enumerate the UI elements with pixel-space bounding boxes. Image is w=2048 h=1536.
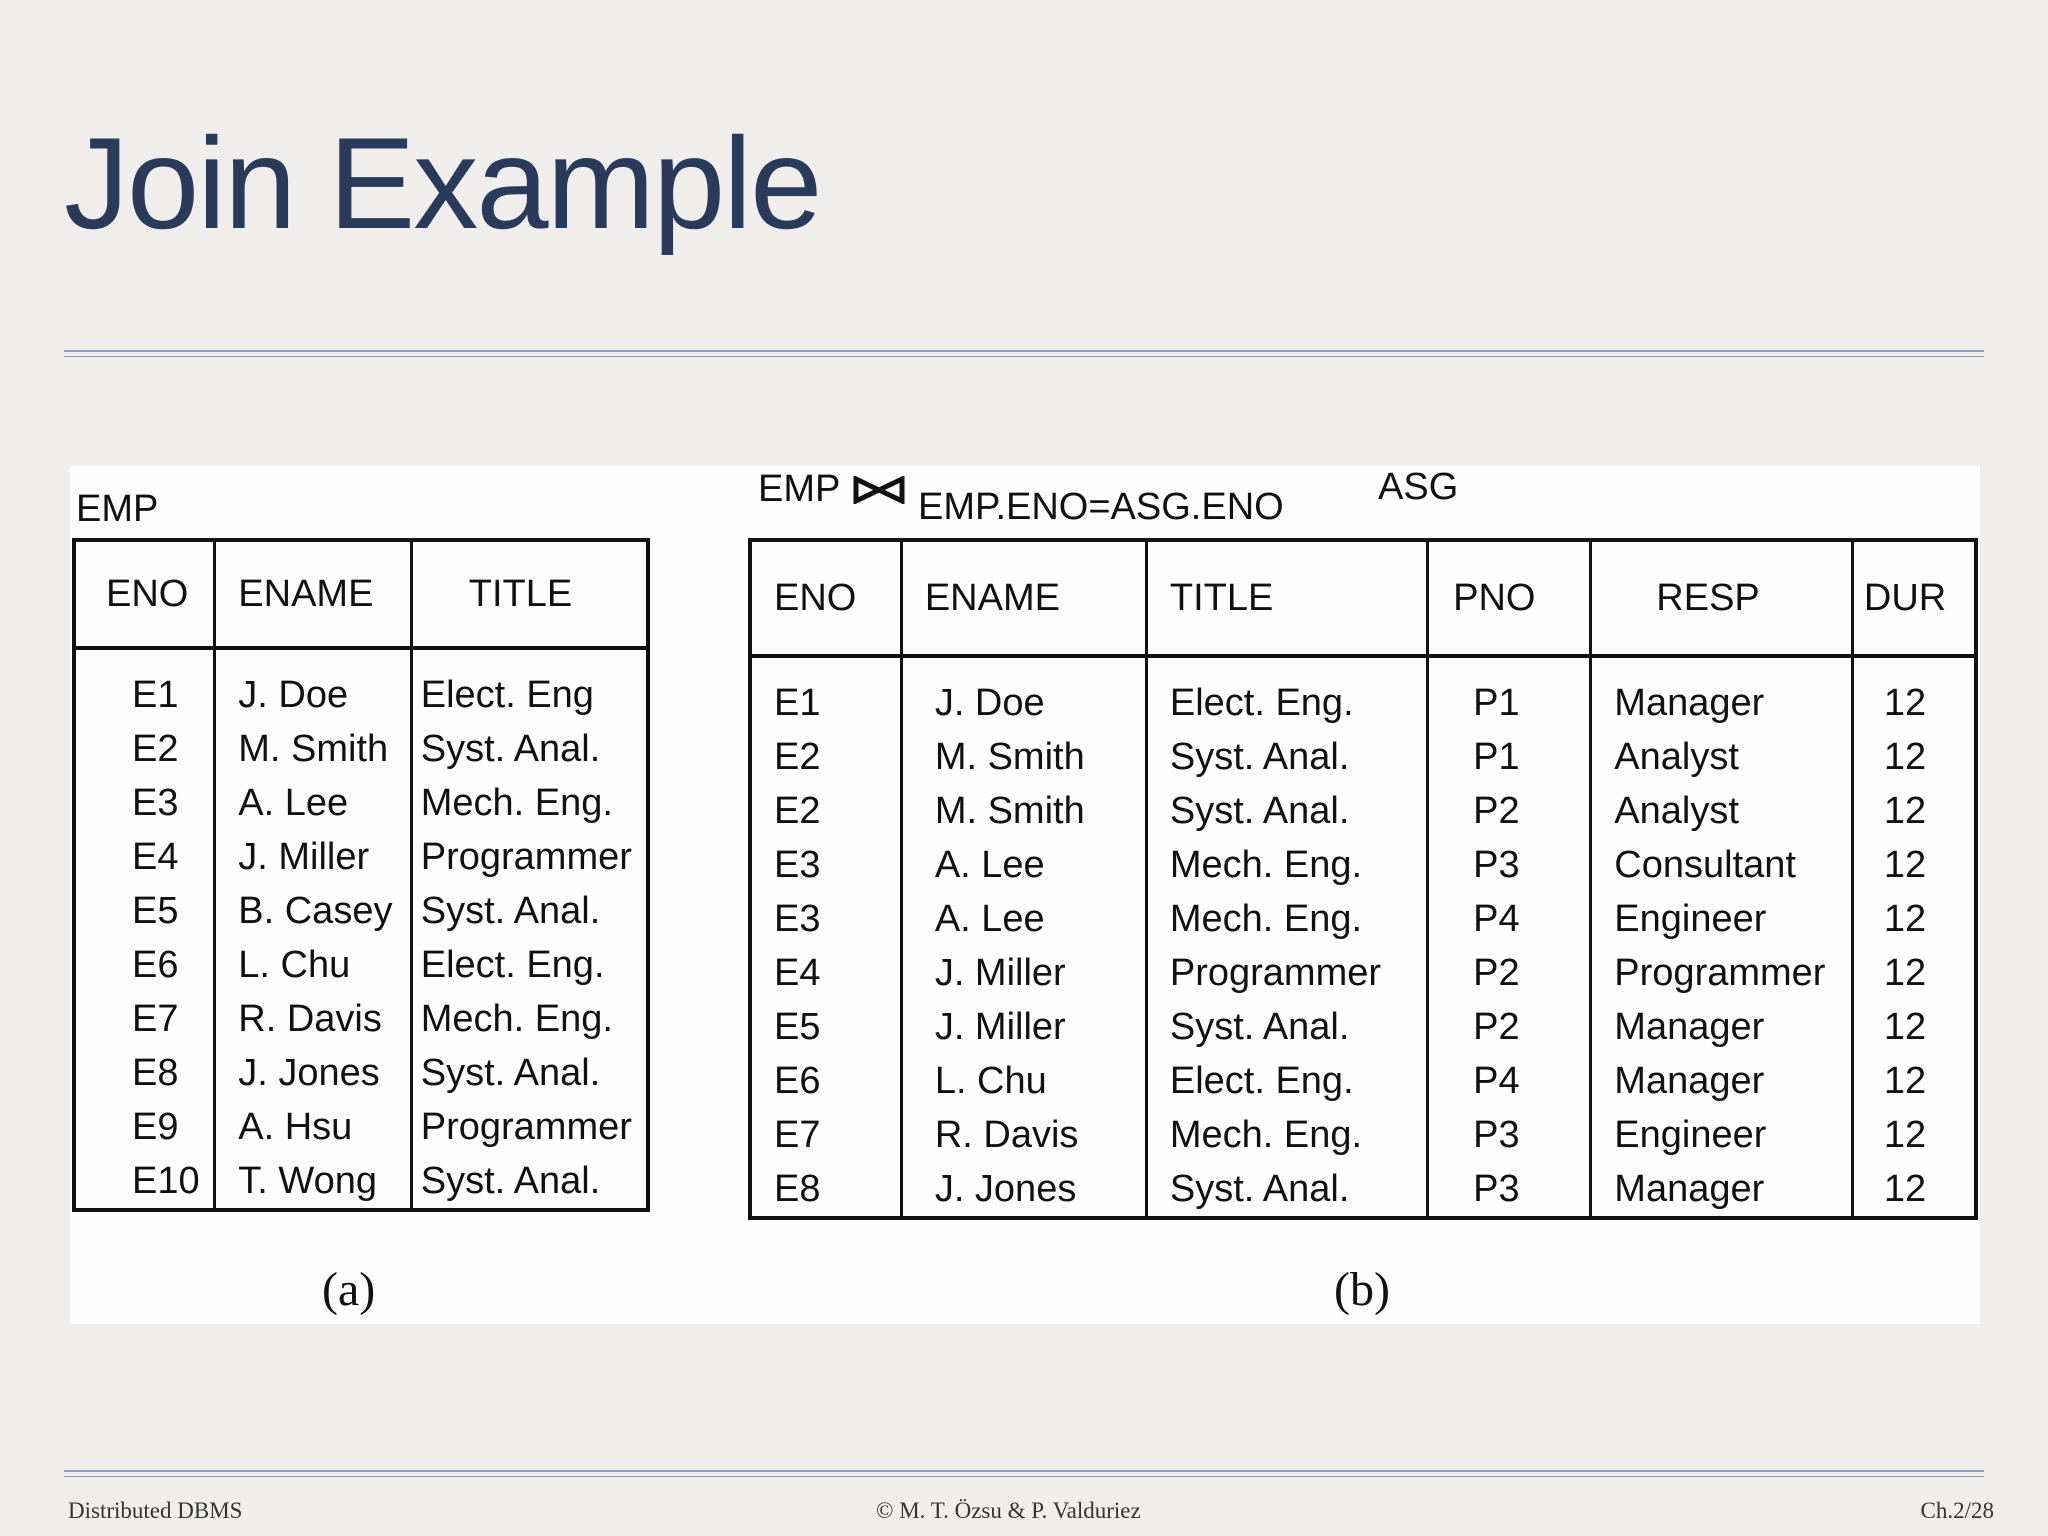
join-cell-title: Syst. Anal. <box>1146 1000 1427 1054</box>
emp-cell-eno: E6 <box>132 944 179 986</box>
join-header-pno: PNO <box>1428 540 1591 656</box>
join-cell-title: Mech. Eng. <box>1146 892 1427 946</box>
bowtie-join-icon <box>852 476 906 504</box>
join-right-relation: ASG <box>1378 466 1459 508</box>
join-cell-pno: P4 <box>1428 1054 1591 1108</box>
footer-copyright: © M. T. Özsu & P. Valduriez <box>876 1498 1141 1523</box>
table-row <box>74 776 648 830</box>
join-cell-pno: P2 <box>1428 1000 1591 1054</box>
emp-cell-title: Syst. Anal. <box>411 1154 648 1210</box>
table-row <box>750 1108 1976 1162</box>
emp-cell-eno: E7 <box>132 998 179 1040</box>
join-header-eno: ENO <box>750 540 901 656</box>
table-row <box>750 656 1976 730</box>
join-cell-dur: 12 <box>1852 730 1976 784</box>
join-cell-resp: Engineer <box>1591 892 1853 946</box>
join-cell-title: Mech. Eng. <box>1146 838 1427 892</box>
join-cell-eno: E6 <box>774 1060 821 1102</box>
join-cell-eno: E2 <box>774 790 821 832</box>
join-cell-resp: Programmer <box>1591 946 1853 1000</box>
emp-header-row <box>74 540 648 648</box>
join-left-relation: EMP <box>758 468 841 510</box>
join-cell-eno: E3 <box>774 898 821 940</box>
table-row <box>74 830 648 884</box>
emp-cell-eno: E10 <box>132 1160 200 1202</box>
join-cell-resp: Manager <box>1591 1054 1853 1108</box>
footer-course: Distributed DBMS <box>68 1498 243 1523</box>
emp-cell-eno: E4 <box>132 836 179 878</box>
emp-cell-title: Programmer <box>411 830 648 884</box>
join-cell-resp: Analyst <box>1591 730 1853 784</box>
join-cell-ename: M. Smith <box>901 784 1146 838</box>
join-cell-dur: 12 <box>1852 1162 1976 1218</box>
emp-cell-ename: J. Miller <box>215 830 411 884</box>
join-cell-pno: P4 <box>1428 892 1591 946</box>
footer-page-number: Ch.2/28 <box>1920 1498 1994 1523</box>
emp-cell-ename: B. Casey <box>215 884 411 938</box>
join-cell-title: Programmer <box>1146 946 1427 1000</box>
emp-cell-eno: E9 <box>132 1106 179 1148</box>
table-row <box>750 784 1976 838</box>
join-cell-eno: E5 <box>774 1006 821 1048</box>
emp-table <box>72 538 650 1212</box>
emp-cell-title: Elect. Eng <box>411 648 648 722</box>
subcaption-b: (b) <box>1334 1263 1390 1316</box>
emp-caption: EMP <box>76 488 159 530</box>
emp-cell-eno: E3 <box>132 782 179 824</box>
table-row <box>74 648 648 722</box>
emp-cell-title: Elect. Eng. <box>411 938 648 992</box>
join-result-table <box>748 538 1978 1220</box>
emp-cell-title: Syst. Anal. <box>411 1046 648 1100</box>
emp-cell-ename: J. Doe <box>215 648 411 722</box>
emp-header-title: TITLE <box>411 540 648 648</box>
join-cell-ename: J. Miller <box>901 1000 1146 1054</box>
emp-cell-eno: E2 <box>132 728 179 770</box>
join-cell-ename: R. Davis <box>901 1108 1146 1162</box>
join-cell-dur: 12 <box>1852 1000 1976 1054</box>
emp-header-ename: ENAME <box>215 540 411 648</box>
emp-cell-eno: E5 <box>132 890 179 932</box>
join-cell-dur: 12 <box>1852 838 1976 892</box>
join-cell-dur: 12 <box>1852 784 1976 838</box>
join-cell-resp: Manager <box>1591 1162 1853 1218</box>
emp-cell-title: Programmer <box>411 1100 648 1154</box>
join-cell-resp: Engineer <box>1591 1108 1853 1162</box>
join-header-dur: DUR <box>1852 540 1976 656</box>
emp-cell-ename: R. Davis <box>215 992 411 1046</box>
join-cell-pno: P1 <box>1428 730 1591 784</box>
join-cell-eno: E2 <box>774 736 821 778</box>
join-cell-pno: P3 <box>1428 1162 1591 1218</box>
join-cell-ename: A. Lee <box>901 838 1146 892</box>
emp-cell-eno: E1 <box>132 674 179 716</box>
table-row <box>74 884 648 938</box>
emp-cell-ename: J. Jones <box>215 1046 411 1100</box>
table-row <box>750 838 1976 892</box>
join-cell-title: Elect. Eng. <box>1146 656 1427 730</box>
emp-cell-eno: E8 <box>132 1052 179 1094</box>
table-row <box>74 938 648 992</box>
subcaption-a: (a) <box>322 1263 376 1316</box>
table-row <box>750 1000 1976 1054</box>
join-cell-pno: P1 <box>1428 656 1591 730</box>
emp-cell-title: Mech. Eng. <box>411 992 648 1046</box>
emp-header-eno: ENO <box>74 540 215 648</box>
join-cell-dur: 12 <box>1852 656 1976 730</box>
join-cell-eno: E3 <box>774 844 821 886</box>
emp-cell-title: Syst. Anal. <box>411 722 648 776</box>
join-cell-resp: Analyst <box>1591 784 1853 838</box>
join-cell-pno: P2 <box>1428 946 1591 1000</box>
join-header-title: TITLE <box>1146 540 1427 656</box>
join-cell-title: Syst. Anal. <box>1146 1162 1427 1218</box>
join-cell-eno: E1 <box>774 682 821 724</box>
table-row <box>74 992 648 1046</box>
table-row <box>74 1046 648 1100</box>
join-cell-eno: E4 <box>774 952 821 994</box>
join-condition: EMP.ENO=ASG.ENO <box>918 486 1284 528</box>
join-header-resp: RESP <box>1591 540 1853 656</box>
join-cell-pno: P3 <box>1428 838 1591 892</box>
join-cell-ename: J. Doe <box>901 656 1146 730</box>
join-caption <box>758 466 1458 536</box>
join-cell-dur: 12 <box>1852 1108 1976 1162</box>
emp-cell-title: Syst. Anal. <box>411 884 648 938</box>
table-row <box>750 730 1976 784</box>
table-row <box>74 722 648 776</box>
join-cell-pno: P2 <box>1428 784 1591 838</box>
join-header-ename: ENAME <box>901 540 1146 656</box>
join-cell-pno: P3 <box>1428 1108 1591 1162</box>
join-cell-resp: Manager <box>1591 656 1853 730</box>
emp-cell-ename: M. Smith <box>215 722 411 776</box>
emp-cell-ename: T. Wong <box>215 1154 411 1210</box>
join-cell-ename: L. Chu <box>901 1054 1146 1108</box>
emp-cell-ename: A. Hsu <box>215 1100 411 1154</box>
join-cell-title: Elect. Eng. <box>1146 1054 1427 1108</box>
emp-cell-ename: A. Lee <box>215 776 411 830</box>
table-row <box>74 1100 648 1154</box>
join-cell-eno: E7 <box>774 1114 821 1156</box>
join-cell-dur: 12 <box>1852 946 1976 1000</box>
table-row <box>750 1054 1976 1108</box>
join-cell-ename: A. Lee <box>901 892 1146 946</box>
emp-cell-title: Mech. Eng. <box>411 776 648 830</box>
table-row <box>750 946 1976 1000</box>
emp-cell-ename: L. Chu <box>215 938 411 992</box>
join-header-row <box>750 540 1976 656</box>
join-cell-title: Syst. Anal. <box>1146 730 1427 784</box>
join-cell-ename: M. Smith <box>901 730 1146 784</box>
join-cell-ename: J. Jones <box>901 1162 1146 1218</box>
join-cell-eno: E8 <box>774 1168 821 1210</box>
table-row <box>750 892 1976 946</box>
join-cell-dur: 12 <box>1852 1054 1976 1108</box>
table-row <box>750 1162 1976 1218</box>
join-cell-title: Syst. Anal. <box>1146 784 1427 838</box>
join-cell-title: Mech. Eng. <box>1146 1108 1427 1162</box>
join-cell-resp: Consultant <box>1591 838 1853 892</box>
join-cell-ename: J. Miller <box>901 946 1146 1000</box>
slide-title: Join Example <box>64 110 821 256</box>
join-cell-resp: Manager <box>1591 1000 1853 1054</box>
join-cell-dur: 12 <box>1852 892 1976 946</box>
table-row <box>74 1154 648 1210</box>
join-figure <box>70 466 1980 1324</box>
